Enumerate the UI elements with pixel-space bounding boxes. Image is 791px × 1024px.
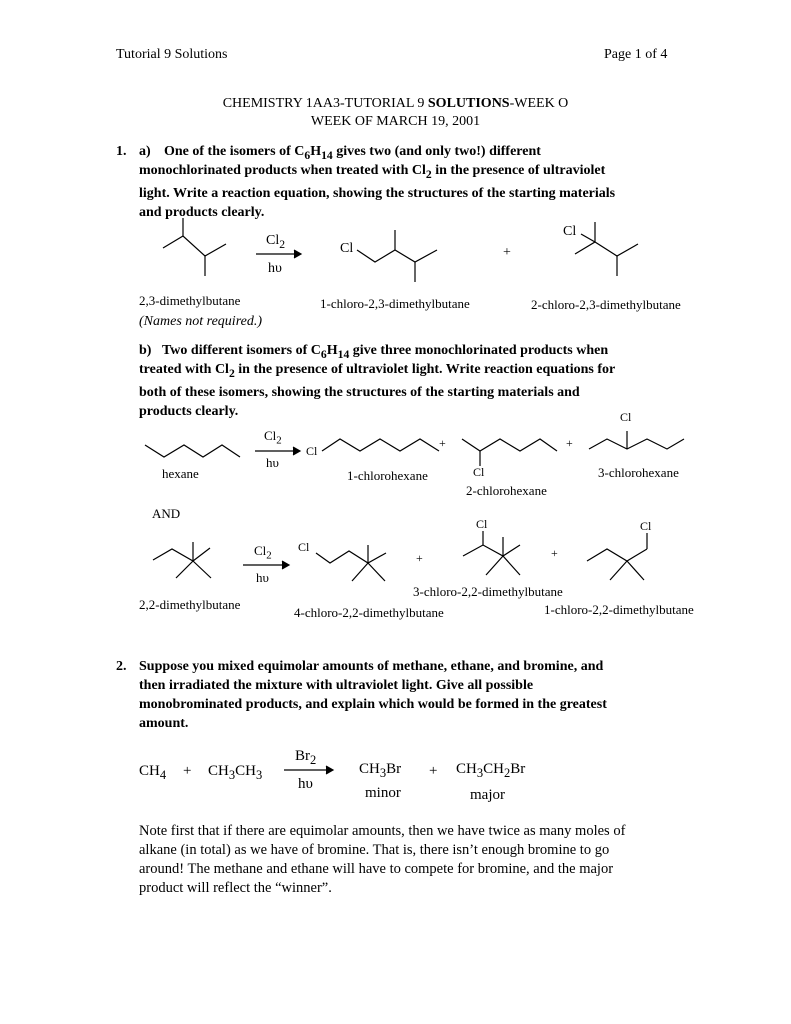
name-3-chlorohexane: 3-chlorohexane (598, 465, 679, 480)
q1b-cl-a: Cl (306, 444, 318, 458)
eq-bromomethane: $CH_3Br$ (359, 761, 402, 780)
q2-text: Suppose you mixed equimolar amounts of methane, ethane, and bromine, and then irradiated the mixture with ultraviolet light. Give all possible monobrominated products, and explain which would be formed in the greatest amount. (139, 659, 607, 731)
q1b-plus-1: + (439, 436, 446, 450)
name-2-chlorohexane: 2-chlorohexane (466, 483, 547, 498)
q1b-plus-2: + (566, 436, 573, 450)
names-not-required-note: (Names not required.) (139, 314, 262, 329)
title-solutions: SOLUTIONS (427, 96, 510, 111)
q1b-reagent-2: $Cl_2$ (254, 543, 272, 562)
eq-condition: hυ (298, 776, 313, 792)
q1-number: 1. (116, 144, 127, 159)
eq-major-label: major (470, 787, 505, 803)
name-3-chloro-2-2-dimethylbutane: 3-chloro-2,2-dimethylbutane (413, 584, 563, 599)
eq-plus-2: + (429, 763, 438, 779)
q1b-condition-2: hυ (256, 570, 269, 585)
name-1-chloro-2-2-dimethylbutane: 1-chloro-2,2-dimethylbutane (544, 602, 694, 617)
q1a-plus: + (503, 245, 511, 260)
q1b-text: Two different isomers of $C_6H_{14}$ give three monochlorinated products when (162, 343, 609, 361)
name-1-chlorohexane: 1-chlorohexane (347, 468, 428, 483)
q1a-condition: hυ (268, 261, 282, 276)
eq-methane: $CH_4$ (139, 763, 167, 782)
q1b-cl-c: Cl (620, 410, 632, 424)
q1b-reagent-1: $Cl_2$ (264, 428, 282, 447)
name-4-chloro-2-2-dimethylbutane: 4-chloro-2,2-dimethylbutane (294, 605, 444, 620)
name-2-chloro-2-3-dimethylbutane: 2-chloro-2,3-dimethylbutane (531, 297, 681, 312)
q1a-label: a) (139, 144, 151, 159)
name-1-chloro-2-3-dimethylbutane: 1-chloro-2,3-dimethylbutane (320, 296, 470, 311)
title-part-1: CHEMISTRY 1AA3-TUTORIAL 9 (222, 96, 428, 111)
and-label: AND (152, 506, 181, 521)
q1b-cl-e: Cl (476, 517, 488, 531)
eq-minor-label: minor (365, 785, 401, 801)
q1b-label: b) (139, 343, 152, 358)
page-number: Page 1 of 4 (604, 47, 668, 62)
q1b-cl-f: Cl (640, 519, 652, 533)
q1b-plus-4: + (551, 546, 558, 560)
q1a-cl-1: Cl (340, 241, 354, 256)
document-subtitle: WEEK OF MARCH 19, 2001 (310, 114, 481, 129)
q1a-cl-2: Cl (563, 224, 577, 239)
name-2-2-dimethylbutane: 2,2-dimethylbutane (139, 597, 241, 612)
q1b-condition-1: hυ (266, 455, 279, 470)
q1b-cl-d: Cl (298, 540, 310, 554)
q1a-text-cont: monochlorinated products when treated with $Cl_2$ in the presence of ultraviolet light. Write a reaction equation, showing the structures of the starting materials and products clearly. (139, 163, 616, 220)
q1b-cl-b: Cl (473, 465, 485, 479)
title-part-3: -WEEK O (509, 96, 569, 111)
eq-reagent: $Br_2$ (295, 748, 317, 767)
eq-plus-1: + (183, 763, 192, 779)
eq-bromoethane: $CH_3CH_2Br$ (456, 761, 526, 780)
q1b-plus-3: + (416, 551, 423, 565)
q2-number: 2. (116, 659, 127, 674)
eq-ethane: $CH_3CH_3$ (208, 763, 263, 782)
q1a-reagent: $Cl_2$ (266, 233, 286, 251)
q2-explanation: Note first that if there are equimolar amounts, then we have twice as many moles of alkane (in total) as we have of bromine. That is, there isn’t enough bromine to go around! The methane and ethane will have to compete for bromine, and the major product will reflect the “winner”. (139, 823, 626, 896)
name-hexane: hexane (162, 466, 199, 481)
page-header-left: Tutorial 9 Solutions (116, 47, 228, 62)
name-2-3-dimethylbutane: 2,3-dimethylbutane (139, 293, 241, 308)
q1a-text: One of the isomers of $C_6H_{14}$ gives two (and only two!) different (164, 144, 541, 162)
q1b-text-cont: treated with $Cl_2$ in the presence of ultraviolet light. Write reaction equations for both of these isomers, showing the structures of the starting materials and products clearly. (139, 362, 616, 419)
